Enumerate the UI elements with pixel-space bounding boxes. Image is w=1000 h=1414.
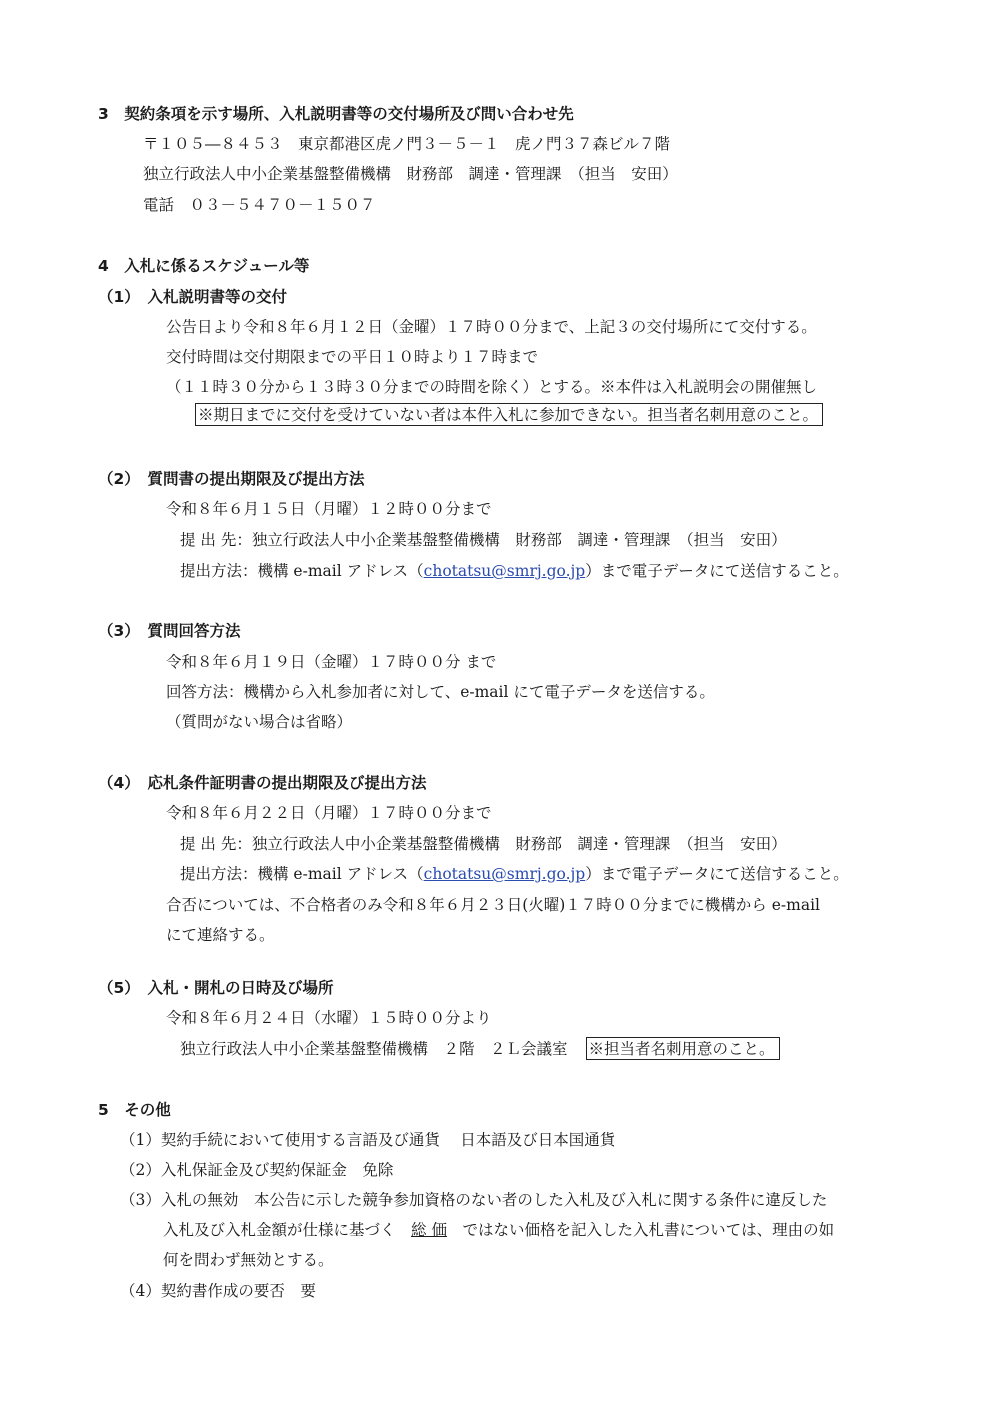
question-method — [180, 561, 849, 581]
boxed-note-container — [195, 405, 823, 425]
subsection-4-1-heading: （1） 入札説明書等の交付 — [98, 288, 288, 306]
subsection-4-2-heading: （2） 質問書の提出期限及び提出方法 — [98, 470, 365, 488]
result-notice-line1: 合否については、不合格者のみ令和８年６月２３日(火曜)１７時００分までに機構から e-mail — [166, 896, 820, 914]
subsection-4-4-heading: （4） 応札条件証明書の提出期限及び提出方法 — [98, 774, 427, 792]
distribution-period: 公告日より令和８年６月１２日（金曜）１７時００分まで、上記３の交付場所にて交付する。 — [166, 318, 817, 336]
answer-method: 回答方法：機構から入札参加者に対して、e-mail にて電子データを送信する。 — [166, 683, 715, 701]
answer-note: （質問がない場合は省略） — [166, 713, 353, 731]
result-notice-line2: にて連絡する。 — [166, 926, 275, 944]
distribution-boxed-note: ※期日までに交付を受けていない者は本件入札に参加できない。担当者名刺用意のこと。 — [195, 403, 823, 426]
question-method-suffix: ）まで電子データにて送信すること。 — [585, 562, 849, 580]
subsection-4-3-heading: （3） 質問回答方法 — [98, 622, 241, 640]
telephone-line: 電話 ０３－５４７０－１５０７ — [143, 196, 376, 214]
other-item-3-line3: 何を問わず無効とする。 — [163, 1251, 334, 1269]
subsection-4-5-heading: （5） 入札・開札の日時及び場所 — [98, 979, 334, 997]
other-item-1: （1）契約手続において使用する言語及び通貨 日本語及び日本国通貨 — [120, 1131, 616, 1149]
question-destination: 提 出 先：独立行政法人中小企業基盤整備機構 財務部 調達・管理課 （担当 安田） — [180, 531, 787, 549]
section-3-heading: 3 契約条項を示す場所、入札説明書等の交付場所及び問い合わせ先 — [98, 105, 574, 123]
bid-opening-datetime: 令和８年６月２４日（水曜）１５時００分より — [166, 1009, 492, 1027]
certificate-method-suffix: ）まで電子データにて送信すること。 — [585, 865, 849, 883]
question-deadline: 令和８年６月１５日（月曜）１２時００分まで — [166, 500, 492, 518]
certificate-method — [180, 864, 849, 884]
other-item-3-line2-prefix: 入札及び入札金額が仕様に基づく — [163, 1221, 412, 1239]
distribution-exclusion: （１１時３０分から１３時３０分までの時間を除く）とする。※本件は入札説明会の開催無し — [166, 378, 818, 396]
certificate-method-prefix: 提出方法：機構 e-mail アドレス（ — [180, 865, 424, 883]
other-item-3-line2-suffix: ではない価格を記入した入札書については、理由の如 — [446, 1221, 835, 1239]
other-item-3-line2 — [163, 1220, 834, 1240]
section-5-heading: 5 その他 — [98, 1101, 171, 1119]
section-4-heading: 4 入札に係るスケジュール等 — [98, 257, 310, 275]
other-item-3-line1: （3）入札の無効 本公告に示した競争参加資格のない者のした入札及び入札に関する条件に違反した — [120, 1191, 828, 1209]
bid-opening-boxed-note: ※担当者名刺用意のこと。 — [586, 1037, 780, 1060]
distribution-hours: 交付時間は交付期限までの平日１０時より１７時まで — [166, 348, 539, 366]
bid-opening-place-line — [180, 1039, 780, 1059]
answer-date: 令和８年６月１９日（金曜）１７時００分 まで — [166, 653, 497, 671]
bid-opening-place: 独立行政法人中小企業基盤整備機構 ２階 ２Ｌ会議室 — [180, 1040, 568, 1058]
question-method-prefix: 提出方法：機構 e-mail アドレス（ — [180, 562, 424, 580]
certificate-deadline: 令和８年６月２２日（月曜）１７時００分まで — [166, 804, 492, 822]
email-link[interactable]: chotatsu@smrj.go.jp — [423, 865, 586, 883]
certificate-destination: 提 出 先：独立行政法人中小企業基盤整備機構 財務部 調達・管理課 （担当 安田） — [180, 835, 787, 853]
total-price-underlined: 総 価 — [411, 1221, 447, 1239]
other-item-4: （4）契約書作成の要否 要 — [120, 1282, 316, 1300]
email-link[interactable]: chotatsu@smrj.go.jp — [423, 562, 586, 580]
other-item-2: （2）入札保証金及び契約保証金 免除 — [120, 1161, 394, 1179]
address-line: 〒１０５―８４５３ 東京都港区虎ノ門３－５－１ 虎ノ門３７森ビル７階 — [143, 135, 671, 153]
organization-line: 独立行政法人中小企業基盤整備機構 財務部 調達・管理課 （担当 安田） — [143, 165, 678, 183]
